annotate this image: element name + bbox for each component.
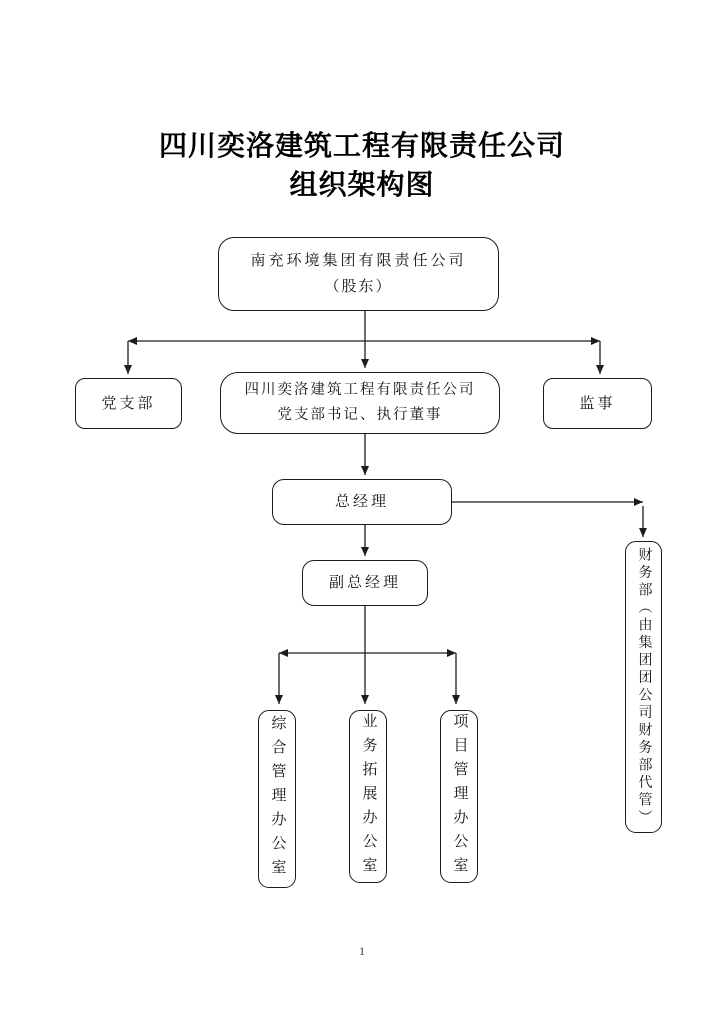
node-office-project-mgmt: [440, 710, 478, 883]
node-general-manager-label: 总经理: [334, 494, 389, 510]
node-supervisor: [543, 378, 652, 429]
node-finance-department-label: 财务部（由集团团公司财务部代管）: [636, 547, 652, 827]
node-party-branch-label: 党支部: [101, 395, 156, 412]
node-party-branch: [75, 378, 182, 429]
page-title-line1: 四川奕洛建筑工程有限责任公司: [158, 130, 565, 161]
page-title: [0, 126, 724, 204]
node-shareholder: [218, 237, 499, 311]
node-finance-department: [625, 541, 662, 833]
page-number: 1: [359, 944, 365, 958]
node-office-general-admin: [258, 710, 296, 888]
node-executive-line1: 四川奕洛建筑工程有限责任公司: [244, 382, 476, 398]
node-deputy-general-manager-label: 副总经理: [328, 575, 401, 591]
node-general-manager: [272, 479, 452, 525]
node-office-general-admin-label: 综合管理办公室: [269, 715, 286, 883]
node-office-project-mgmt-label: 项目管理办公室: [451, 712, 468, 881]
node-deputy-general-manager: [302, 560, 428, 606]
node-shareholder-line1: 南充环境集团有限责任公司: [250, 253, 467, 269]
node-executive-director: [220, 372, 500, 434]
page-title-line2: 组织架构图: [289, 169, 435, 200]
node-supervisor-label: 监事: [579, 395, 616, 412]
node-executive-line2: 党支部书记、执行董事: [277, 407, 443, 423]
node-shareholder-line2: （股东）: [324, 279, 393, 295]
node-office-business-dev-label: 业务拓展办公室: [360, 712, 377, 881]
node-office-business-dev: [349, 710, 387, 883]
